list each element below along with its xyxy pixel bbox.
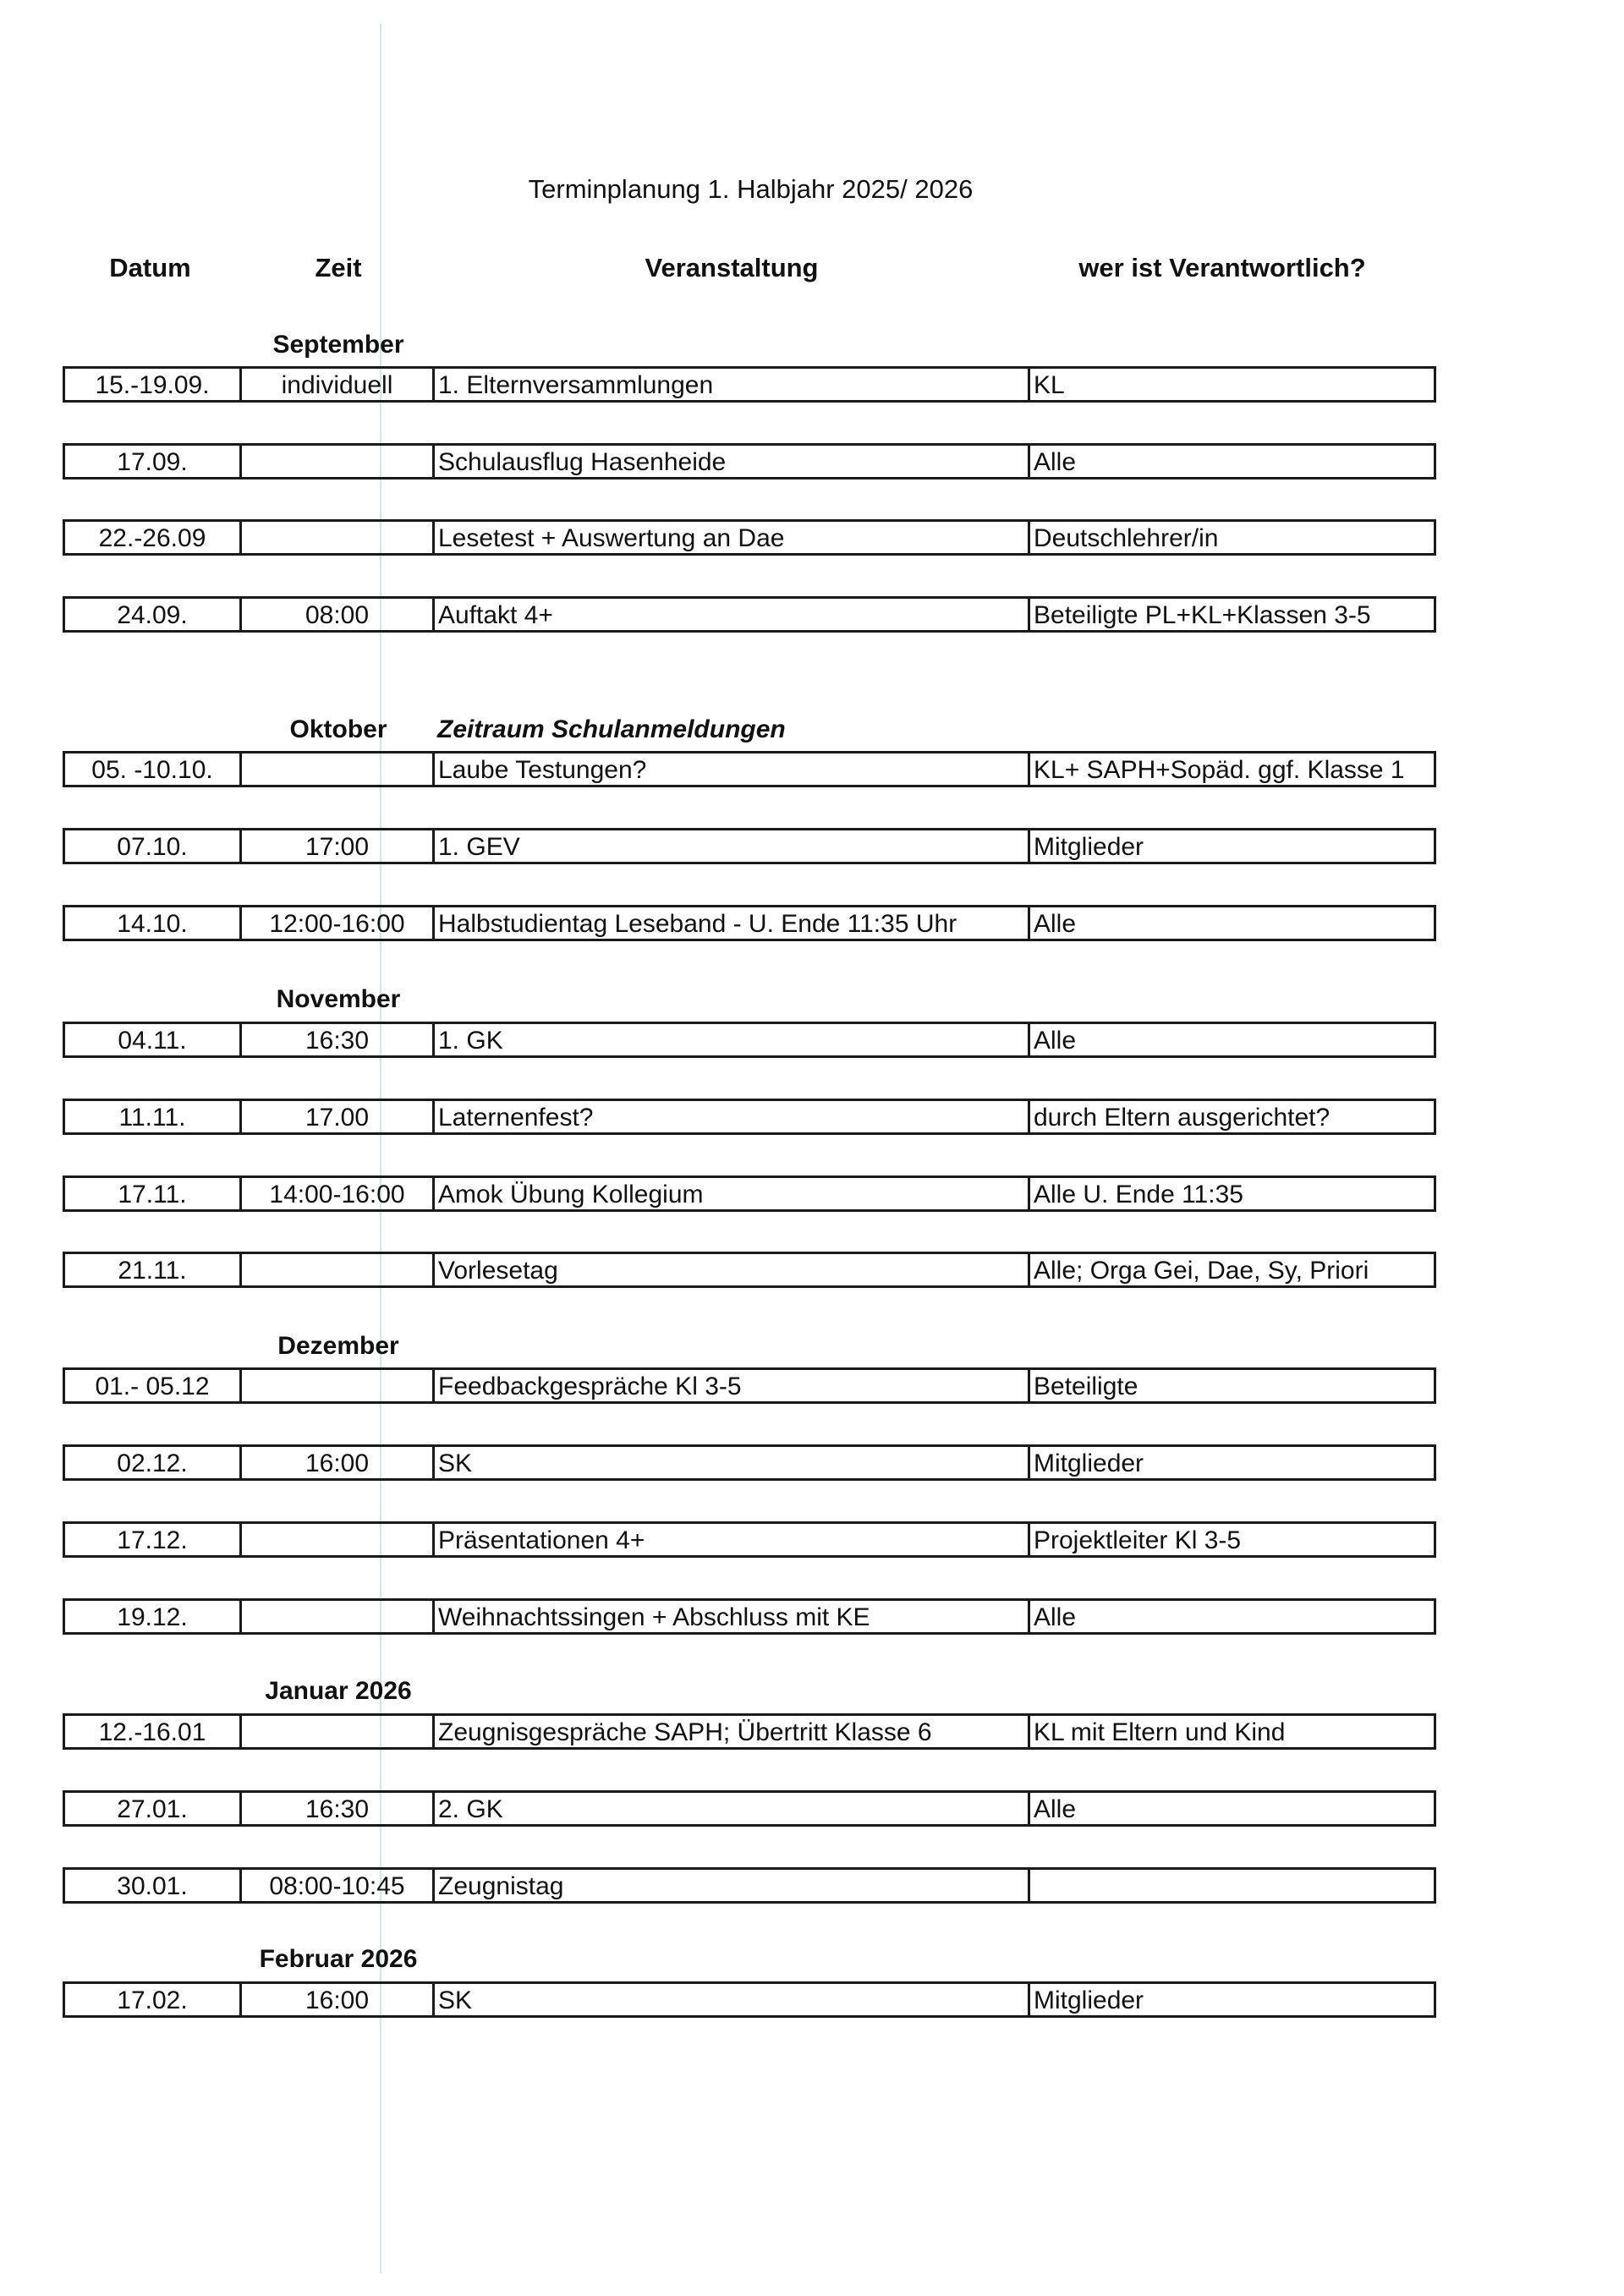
cell-veranstaltung: Vorlesetag (435, 1254, 1030, 1285)
cell-verantwortlich: Deutschlehrer/in (1034, 524, 1219, 552)
table-row (63, 519, 1436, 556)
cell-verantwortlich: Mitglieder (1034, 1449, 1144, 1477)
month-label-februar (0, 1945, 1624, 1979)
cell-zeit: 16:30 (242, 1024, 435, 1055)
cell-zeit: 08:00 (242, 599, 435, 630)
column-header-datum: Datum (109, 253, 191, 282)
cell-datum: 01.- 05.12 (65, 1370, 242, 1401)
table-row (63, 1022, 1436, 1058)
cell-datum: 17.12. (65, 1524, 242, 1555)
table-row (63, 1790, 1436, 1827)
cell-veranstaltung: 2. GK (435, 1793, 1030, 1824)
table-row (63, 1867, 1436, 1904)
cell-veranstaltung: Laternenfest? (435, 1101, 1030, 1132)
cell-datum: 04.11. (65, 1024, 242, 1055)
table-row (63, 1981, 1436, 2018)
cell-veranstaltung: Schulausflug Hasenheide (435, 446, 1030, 477)
month-title: Oktober (289, 715, 387, 743)
month-title: September (272, 331, 404, 359)
table-row (63, 366, 1436, 403)
table-row (63, 905, 1436, 941)
month-title: November (276, 985, 401, 1013)
cell-zeit (242, 446, 435, 477)
table-row (63, 1444, 1436, 1481)
table-row (63, 751, 1436, 787)
month-title: Dezember (277, 1332, 399, 1360)
cell-datum: 05. -10.10. (65, 753, 242, 785)
cell-datum: 21.11. (65, 1254, 242, 1285)
month-title: Februar 2026 (259, 1945, 418, 1973)
cell-zeit: 14:00-16:00 (242, 1178, 435, 1209)
cell-veranstaltung: Zeugnistag (435, 1870, 1030, 1901)
cell-zeit (242, 1716, 435, 1747)
cell-datum: 15.-19.09. (65, 369, 242, 400)
cell-verantwortlich: Alle (1034, 1795, 1077, 1823)
cell-datum: 24.09. (65, 599, 242, 630)
cell-verantwortlich: Mitglieder (1034, 1986, 1144, 2014)
cell-verantwortlich: Projektleiter Kl 3-5 (1034, 1526, 1242, 1554)
cell-veranstaltung: 1. GK (435, 1024, 1030, 1055)
cell-veranstaltung: Feedbackgespräche Kl 3-5 (435, 1370, 1030, 1401)
cell-zeit (242, 1601, 435, 1632)
table-row (63, 1175, 1436, 1212)
table-row (63, 1713, 1436, 1750)
cell-verantwortlich: KL (1034, 371, 1065, 399)
cell-veranstaltung: Lesetest + Auswertung an Dae (435, 522, 1030, 553)
table-row (63, 443, 1436, 479)
table-row (63, 1252, 1436, 1288)
cell-veranstaltung: Präsentationen 4+ (435, 1524, 1030, 1555)
cell-datum: 17.02. (65, 1984, 242, 2015)
table-row (63, 1099, 1436, 1135)
cell-zeit: 12:00-16:00 (242, 907, 435, 939)
cell-zeit (242, 753, 435, 785)
cell-datum: 11.11. (65, 1101, 242, 1132)
table-row (63, 828, 1436, 864)
cell-zeit: 16:00 (242, 1984, 435, 2015)
cell-datum: 19.12. (65, 1601, 242, 1632)
cell-verantwortlich: durch Eltern ausgerichtet? (1034, 1104, 1330, 1132)
cell-zeit (242, 522, 435, 553)
month-label-september (0, 331, 1624, 364)
cell-datum: 02.12. (65, 1447, 242, 1478)
cell-verantwortlich: Alle (1034, 1027, 1077, 1055)
cell-verantwortlich: Alle (1034, 1603, 1077, 1631)
cell-veranstaltung: Amok Übung Kollegium (435, 1178, 1030, 1209)
cell-verantwortlich: KL mit Eltern und Kind (1034, 1718, 1286, 1746)
cell-veranstaltung: SK (435, 1984, 1030, 2015)
cell-datum: 17.11. (65, 1178, 242, 1209)
cell-datum: 22.-26.09 (65, 522, 242, 553)
column-header-zeit: Zeit (315, 253, 362, 282)
cell-verantwortlich: Alle (1034, 910, 1077, 938)
month-label-november (0, 985, 1624, 1019)
cell-veranstaltung: 1. Elternversammlungen (435, 369, 1030, 400)
table-row (63, 1521, 1436, 1558)
cell-datum: 17.09. (65, 446, 242, 477)
cell-verantwortlich: Beteiligte (1034, 1373, 1138, 1400)
cell-datum: 27.01. (65, 1793, 242, 1824)
cell-datum: 14.10. (65, 907, 242, 939)
cell-veranstaltung: 1. GEV (435, 830, 1030, 862)
cell-veranstaltung: Zeugnisgespräche SAPH; Übertritt Klasse 6 (435, 1716, 1030, 1747)
column-header-verantwortlich: wer ist Verantwortlich? (1078, 253, 1366, 282)
cell-zeit: 16:00 (242, 1447, 435, 1478)
cell-zeit: 17:00 (242, 830, 435, 862)
table-row (63, 1598, 1436, 1635)
cell-datum: 12.-16.01 (65, 1716, 242, 1747)
month-label-oktober (0, 715, 1624, 749)
cell-veranstaltung: Weihnachtssingen + Abschluss mit KE (435, 1601, 1030, 1632)
month-note: Zeitraum Schulanmeldungen (437, 715, 786, 743)
cell-zeit (242, 1524, 435, 1555)
cell-verantwortlich (1030, 1870, 1434, 1901)
month-title: Januar 2026 (265, 1677, 412, 1705)
cell-zeit: 16:30 (242, 1793, 435, 1824)
cell-verantwortlich: Alle (1034, 448, 1077, 476)
cell-zeit (242, 1370, 435, 1401)
cell-datum: 07.10. (65, 830, 242, 862)
cell-datum: 30.01. (65, 1870, 242, 1901)
column-header-veranstaltung: Veranstaltung (645, 253, 819, 282)
page-title: Terminplanung 1. Halbjahr 2025/ 2026 (528, 174, 974, 204)
cell-verantwortlich: KL+ SAPH+Sopäd. ggf. Klasse 1 (1034, 756, 1405, 784)
cell-zeit: 17.00 (242, 1101, 435, 1132)
cell-verantwortlich: Alle U. Ende 11:35 (1034, 1181, 1243, 1208)
month-label-dezember (0, 1332, 1624, 1366)
table-row (63, 1367, 1436, 1404)
cell-veranstaltung: Laube Testungen? (435, 753, 1030, 785)
cell-zeit: individuell (242, 369, 435, 400)
cell-veranstaltung: Auftakt 4+ (435, 599, 1030, 630)
cell-veranstaltung: Halbstudientag Leseband - U. Ende 11:35 Uhr (435, 907, 1030, 939)
month-label-januar (0, 1677, 1624, 1711)
cell-zeit (242, 1254, 435, 1285)
cell-zeit: 08:00-10:45 (242, 1870, 435, 1901)
cell-verantwortlich: Beteiligte PL+KL+Klassen 3-5 (1034, 601, 1371, 629)
cell-verantwortlich: Alle; Orga Gei, Dae, Sy, Priori (1034, 1257, 1369, 1285)
cell-verantwortlich: Mitglieder (1034, 833, 1144, 861)
table-row (63, 596, 1436, 633)
cell-veranstaltung: SK (435, 1447, 1030, 1478)
